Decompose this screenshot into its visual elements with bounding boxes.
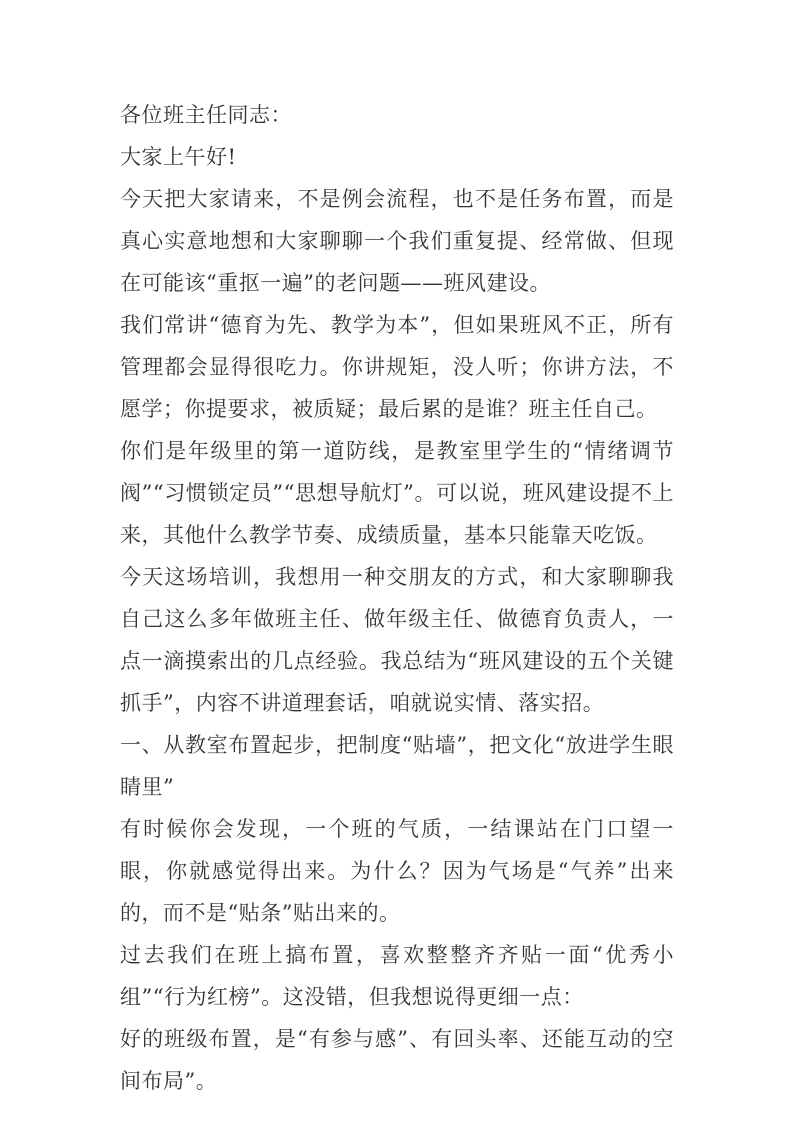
body-paragraph: 你们是年级里的第一道防线，是教室里学生的“情绪调节阀”“习惯锁定员”“思想导航灯”。可以说，班风建设提不上来，其他什么教学节奏、成绩质量，基本只能靠天吃饭。 bbox=[120, 439, 674, 547]
section-heading: 一、从教室布置起步，把制度“贴墙”，把文化“放进学生眼睛里” bbox=[120, 733, 674, 799]
body-paragraph: 有时候你会发现，一个班的气质，一结课站在门口望一眼，你就感觉得出来。为什么？因为气场是“气养”出来的，而不是“贴条”贴出来的。 bbox=[120, 817, 674, 925]
body-paragraph: 好的班级布置，是“有参与感”、有回头率、还能互动的空间布局”。 bbox=[120, 1027, 674, 1093]
body-paragraph: 今天把大家请来，不是例会流程，也不是任务布置，而是真心实意地想和大家聊聊一个我们重复提、经常做、但现在可能该“重抠一遍”的老问题——班风建设。 bbox=[120, 187, 674, 295]
greeting-line: 大家上午好! bbox=[120, 145, 237, 169]
body-paragraph: 我们常讲“德育为先、教学为本”，但如果班风不正，所有管理都会显得很吃力。你讲规矩，没人听；你讲方法，不愿学；你提要求，被质疑；最后累的是谁？班主任自己。 bbox=[120, 313, 674, 421]
salutation-line: 各位班主任同志： bbox=[120, 103, 292, 127]
document-body bbox=[120, 94, 674, 1102]
body-paragraph: 今天这场培训，我想用一种交朋友的方式，和大家聊聊我自己这么多年做班主任、做年级主任、做德育负责人，一点一滴摸索出的几点经验。我总结为“班风建设的五个关键抓手”，内容不讲道理套话，咱就说实情、落实招。 bbox=[120, 565, 674, 715]
body-paragraph: 过去我们在班上搞布置，喜欢整整齐齐贴一面“优秀小组”“行为红榜”。这没错，但我想说得更细一点： bbox=[120, 943, 674, 1009]
